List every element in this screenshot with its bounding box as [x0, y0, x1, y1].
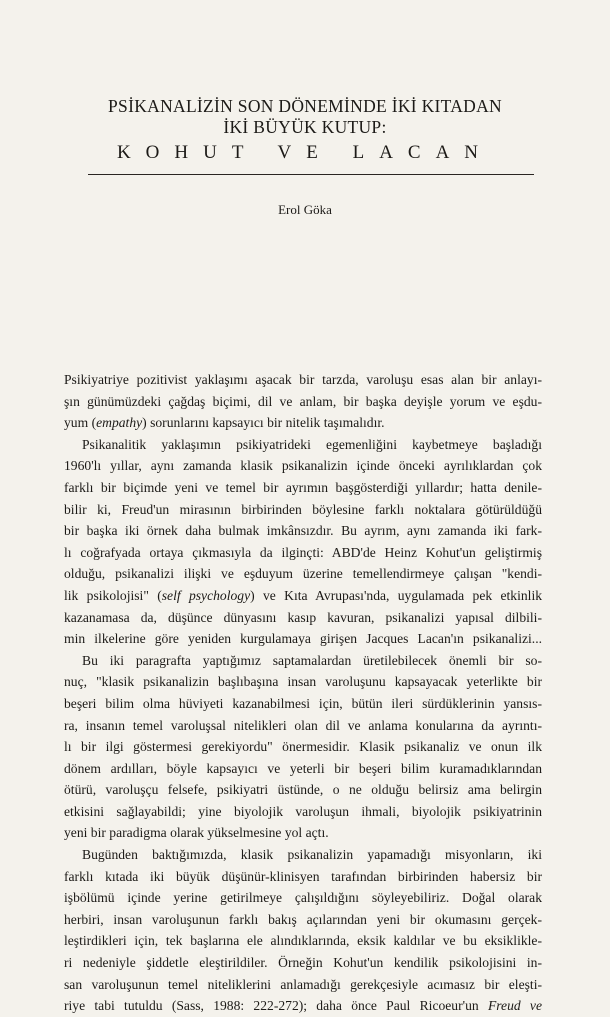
line-text: lı bir ilgi göstermesi gerekiyordu" önermesidir. Klasik psikanaliz ve onun ilk [64, 739, 542, 755]
line-text: leştirdikleri için, tek başlarına ele alındıklarında, eksik kaldılar ve bu eksiklikle- [64, 933, 542, 949]
line-text: beşeri bilim olma hüviyeti kazanabilmesi için, bütün ileri sürdüklerinin yansıs- [64, 695, 542, 711]
body-line [64, 930, 542, 952]
body-line [64, 369, 542, 391]
line-text: Psikanalitik yaklaşımın psikiyatrideki egemenliğini kaybetmeye başladığı [82, 436, 542, 452]
title-line-2: İKİ BÜYÜK KUTUP: [223, 117, 387, 137]
line-text: Bu iki paragrafta yaptığımız saptamalardan üretilebilecek önemli bir so- [82, 652, 542, 668]
body-line [64, 844, 542, 866]
body-text [64, 369, 542, 1017]
line-text: kazanamasa da, düşünce dünyasını kasıp kavuran, psikanalizi yapısal dilbili- [64, 609, 542, 625]
body-line [64, 628, 542, 650]
italic-term: self psychology [161, 587, 251, 603]
article-subtitle: KOHUT VE LACAN [116, 142, 494, 163]
body-line [64, 779, 542, 801]
body-line [64, 455, 542, 477]
author-name: Erol Göka [278, 202, 332, 217]
line-text: ötürü, varoluşçu felsefe, psikiyatri üstünde, o ne olduğu belirsiz ama belirgin [64, 782, 542, 798]
line-text: nuç, "klasik psikanalizin başlıbaşına insan varoluşunu kapsayacak yeterlikte bir [64, 674, 542, 690]
line-text: san varoluşunun temel niteliklerini anlamadığı gerekçesiyle acımasız bir eleşti- [64, 976, 542, 992]
title-line-1: PSİKANALİZİN SON DÖNEMİNDE İKİ KITADAN [108, 96, 502, 116]
line-text: farklı bir biçimde yeni ve temel bir ayrımın başgösterdiği yıllardır; hatta denile- [64, 479, 542, 495]
body-line [64, 499, 542, 521]
line-text: Psikiyatriye pozitivist yaklaşımı aşacak bir tarzda, varoluşu esas alan bir anlayı- [64, 372, 542, 387]
body-line [64, 866, 542, 888]
line-text: işbölümü içinde yerine getirilmeye çalışıldığını söyleyebiliriz. Doğal olarak [64, 890, 542, 906]
article-title [0, 96, 610, 138]
line-text: etkisini sağlayabildi; yine biyolojik varoluşun ihmali, biyolojik psikiyatrinin [64, 803, 542, 819]
body-line [64, 736, 542, 758]
body-line [64, 477, 542, 499]
line-text: yeni bir paradigma olarak yükselmesine yol açtı. [64, 825, 329, 841]
line-text: herbiri, insan varoluşunun farklı bakış açılarından yeni bir okumasını gerçek- [64, 911, 542, 927]
line-text: farklı kıtada iki büyük düşünür-klinisyen tarafından birbirinden habersiz bir [64, 868, 542, 884]
line-text: riye tabi tutuldu (Sass, 1988: 222-272); daha önce Paul Ricoeur'un [64, 998, 488, 1014]
body-line [64, 650, 542, 672]
line-text: ) ve Kıta Avrupası'nda, uygulamada pek etkinlik [250, 587, 543, 603]
line-text: lı coğrafyada ortaya çıkmasıyla da ilginçti: ABD'de Heinz Kohut'un geliştirmiş [64, 544, 542, 560]
line-text: lik psikolojisi" ( [64, 587, 162, 603]
line-text: olduğu, psikanalizi ilişki ve eşduyum üzerine temellendirmeye çalışan "kendi- [64, 566, 542, 582]
italic-term: Freud ve [487, 998, 543, 1014]
line-text: min ilkelerine göre yeniden kurgulamaya girişen Jacques Lacan'ın psikanalizi... [64, 631, 542, 647]
body-line [64, 887, 542, 909]
body-line [64, 995, 542, 1017]
body-line [64, 607, 542, 629]
line-text: bir başka iki örnek daha bulmak imkânsızdır. Bu ayrım, aynı zamanda iki fark- [64, 523, 542, 539]
body-line [64, 434, 542, 456]
line-text: bilir ki, Freud'un mirasının birbirinden böylesine farklı noktalara götürüldüğü [64, 501, 542, 517]
body-line [64, 974, 542, 996]
body-line [64, 412, 542, 434]
body-line [64, 758, 542, 780]
line-text: şın günümüzdeki çağdaş biçimi, dil ve anlam, bir başka deyişle yorum ve eşdu- [64, 393, 542, 409]
body-line [64, 909, 542, 931]
body-line [64, 822, 542, 844]
body-line [64, 520, 542, 542]
italic-term: empathy [96, 415, 143, 431]
line-text: ) sorunlarını kapsayıcı bir nitelik taşımalıdır. [142, 415, 385, 431]
body-line [64, 585, 542, 607]
line-text: ri nedeniyle şiddetle eleştirildiler. Örneğin Kohut'un kendilik psikolojisini in- [64, 955, 542, 971]
body-line [64, 563, 542, 585]
body-line [64, 391, 542, 413]
line-text: ra, insanın temel varoluşsal nitelikleri olan dil ve anlama konularına da ayrıntı- [64, 717, 542, 733]
title-rule [88, 174, 534, 175]
line-text: 1960'lı yıllar, aynı zamanda klasik psikanalizin içinde önceki ayrılıklardan çok [64, 458, 542, 474]
body-line [64, 542, 542, 564]
body-line [64, 715, 542, 737]
body-line [64, 671, 542, 693]
line-text: Bugünden baktığımızda, klasik psikanalizin yapamadığı misyonların, iki [82, 847, 542, 863]
body-line [64, 693, 542, 715]
line-text: yum ( [64, 415, 97, 431]
body-line [64, 952, 542, 974]
line-text: dönem ardılları, böyle kapsayıcı ve yeterli bir beşeri bilim kuramadıklarından [64, 760, 542, 776]
body-line [64, 801, 542, 823]
